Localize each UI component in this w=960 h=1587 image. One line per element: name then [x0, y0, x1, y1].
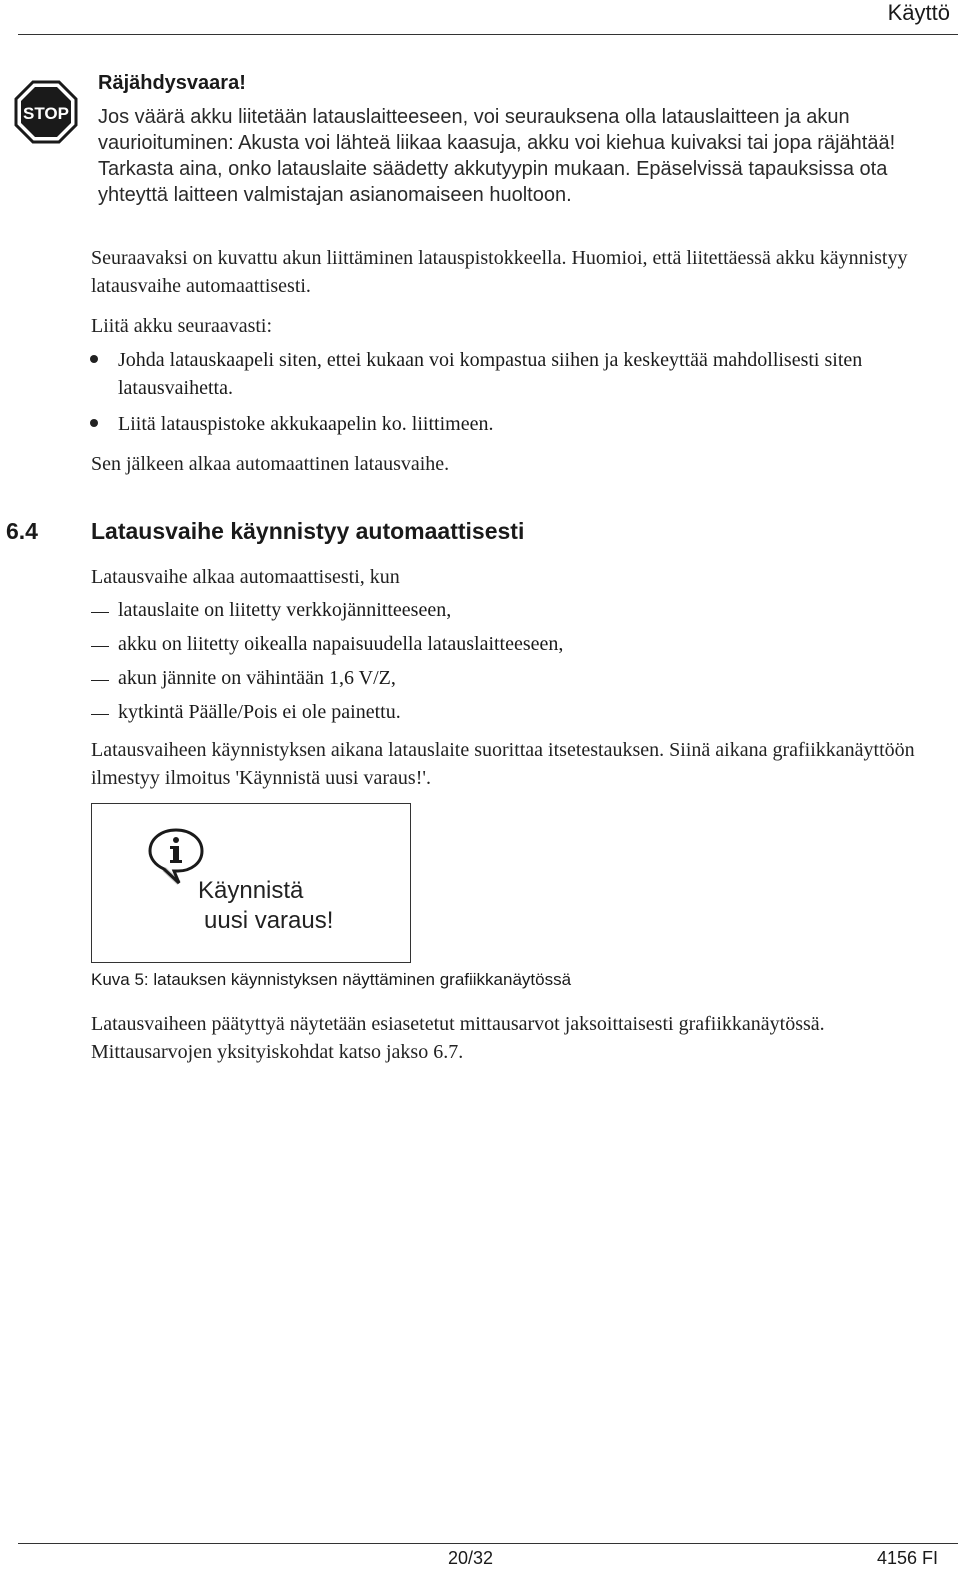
page-number: 20/32 — [448, 1548, 494, 1568]
display-message-line-1: Käynnistä — [198, 877, 304, 904]
bullet-item-1: Johda latauskaapeli siten, ettei kukaan voi kompastua siihen ja keskeyttää mahdollisesti siten latausvaihetta. — [118, 349, 863, 399]
dash-marker — [91, 646, 109, 647]
dash-marker — [91, 714, 109, 715]
page-header-title: Käyttö — [887, 0, 950, 25]
condition-item-2: akku on liitetty oikealla napaisuudella latauslaitteeseen, — [118, 633, 564, 655]
condition-item-1: latauslaite on liitetty verkkojännitteeseen, — [118, 599, 452, 621]
stop-icon — [14, 80, 78, 144]
section-number: 6.4 — [6, 518, 38, 544]
intro-paragraph-1: Seuraavaksi on kuvattu akun liittäminen latauspistokkeella. Huomioi, että liitettäessä akku käynnistyy latausvaihe automaattisesti. — [91, 247, 908, 297]
section-title: Latausvaihe käynnistyy automaattisesti — [91, 518, 525, 544]
dash-marker — [91, 680, 109, 681]
display-message — [198, 876, 333, 936]
bullet-dot — [90, 419, 98, 427]
section-paragraph-1: Latausvaiheen käynnistyksen aikana latauslaite suorittaa itsetestauksen. Siinä aikana grafiikkanäyttöön ilmestyy ilmoitus 'Käynnistä uusi varaus!'. — [91, 739, 915, 789]
warning-paragraph-2: Tarkasta aina, onko latauslaite säädetty akkutyypin mukaan. Epäselvissä tapauksissa ota yhteyttä laitteen valmistajan asianomaiseen huoltoon. — [98, 158, 888, 206]
document-id: 4156 FI — [876, 1548, 938, 1568]
display-message-line-2: uusi varaus! — [204, 907, 334, 934]
bullet-item-2: Liitä latauspistoke akkukaapelin ko. liittimeen. — [118, 413, 494, 435]
footer-divider — [18, 1543, 958, 1544]
section-lead: Latausvaihe alkaa automaattisesti, kun — [91, 566, 400, 588]
intro-paragraph-3: Sen jälkeen alkaa automaattinen latausvaihe. — [91, 453, 450, 475]
dash-marker — [91, 612, 109, 613]
svg-text:STOP: STOP — [23, 104, 69, 123]
warning-paragraph-1: Jos väärä akku liitetään latauslaitteeseen, voi seurauksena olla latauslaitteen ja akun vaurioituminen: Akusta voi lähteä liikaa kaasuja, akku voi kiehua kuivaksi tai jopa räjähtää! — [98, 106, 896, 154]
header-divider — [18, 34, 958, 35]
figure-caption: Kuva 5: latauksen käynnistyksen näyttäminen grafiikkanäytössä — [91, 970, 572, 989]
bullet-dot — [90, 355, 98, 363]
intro-paragraph-2: Liitä akku seuraavasti: — [91, 315, 273, 337]
section-paragraph-2: Latausvaiheen päätyttyä näytetään esiasetetut mittausarvot jaksoittaisesti grafiikkanäytössä. Mittausarvojen yksityiskohdat katso jakso 6.7. — [91, 1013, 825, 1063]
condition-item-3: akun jännite on vähintään 1,6 V/Z, — [118, 667, 396, 689]
condition-item-4: kytkintä Päälle/Pois ei ole painettu. — [118, 701, 401, 723]
warning-text — [98, 104, 948, 208]
warning-title: Räjähdysvaara! — [98, 72, 246, 94]
